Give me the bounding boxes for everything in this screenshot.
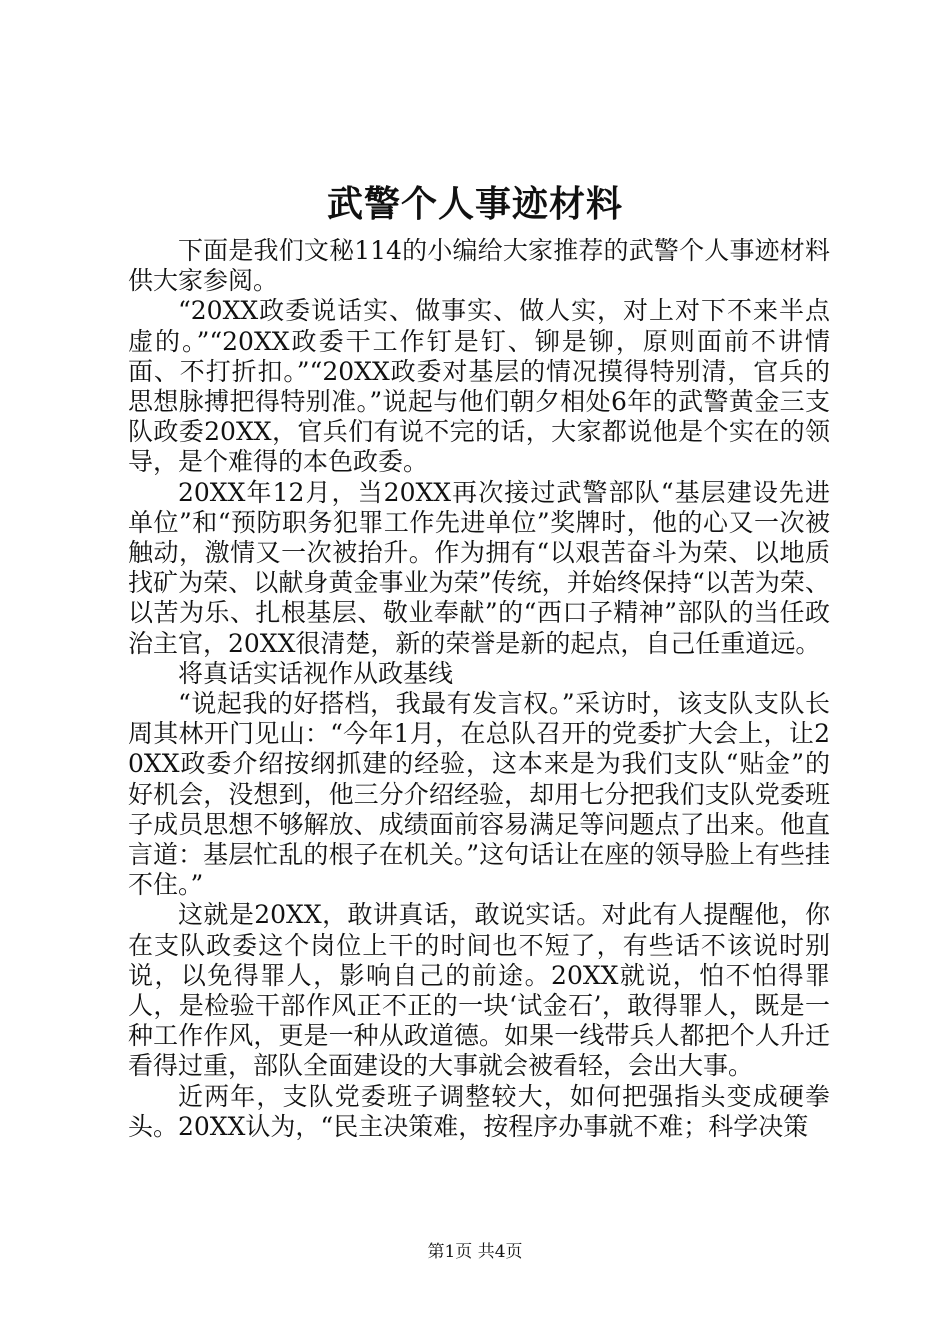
document-body — [128, 236, 830, 1142]
paragraph-honesty: 这就是20XX，敢讲真话，敢说实话。对此有人提醒他，你在支队政委这个岗位上干的时间也不短了，有些话不该说时别说，以免得罪人，影响自己的前途。20XX就说，怕不怕得罪人，是检验干部作风正不正的一块‘试金石’，敢得罪人，既是一种工作作风，更是一种从政道德。如果一线带兵人都把个人升迁看得过重，部队全面建设的大事就会被看轻，会出大事。 — [128, 900, 830, 1081]
paragraph-awards: 20XX年12月，当20XX再次接过武警部队“基层建设先进单位”和“预防职务犯罪工作先进单位”奖牌时，他的心又一次被触动，激情又一次被抬升。作为拥有“以艰苦奋斗为荣、以地质找矿为荣、以献身黄金事业为荣”传统，并始终保持“以苦为荣、以苦为乐、扎根基层、敬业奉献”的“西口子精神”部队的当任政治主官，20XX很清楚，新的荣誉是新的起点，自己任重道远。 — [128, 477, 830, 658]
page-number-footer: 第1页 共4页 — [427, 1242, 523, 1262]
paragraph-leadership: 近两年，支队党委班子调整较大，如何把强指头变成硬拳头。20XX认为，“民主决策难，按程序办事就不难；科学决策 — [128, 1081, 830, 1141]
document-title: 武警个人事迹材料 — [326, 183, 623, 225]
paragraph-quotes: “20XX政委说话实、做事实、做人实，对上对下不来半点虚的。”“20XX政委干工作钉是钉、铆是铆，原则面前不讲情面、不打折扣。”“20XX政委对基层的情况摸得特别清，官兵的思想脉搏把得特别准。”说起与他们朝夕相处6年的武警黄金三支队政委20XX，官兵们有说不完的话，大家都说他是个实在的领导，是个难得的本色政委。 — [128, 296, 830, 477]
section-subheading: 将真话实话视作从政基线 — [178, 658, 454, 688]
paragraph-interview: “说起我的好搭档，我最有发言权。”采访时，该支队支队长周其林开门见山：“今年1月，在总队召开的党委扩大会上，让20XX政委介绍按纲抓建的经验，这本来是为我们支队“贴金”的好机会，没想到，他三分介绍经验，却用七分把我们支队党委班子成员思想不够解放、成绩面前容易满足等问题点了出来。他直言道：基层忙乱的根子在机关。”这句话让在座的领导脸上有些挂不住。” — [128, 689, 830, 900]
paragraph-intro: 下面是我们文秘114的小编给大家推荐的武警个人事迹材料供大家参阅。 — [128, 236, 830, 296]
